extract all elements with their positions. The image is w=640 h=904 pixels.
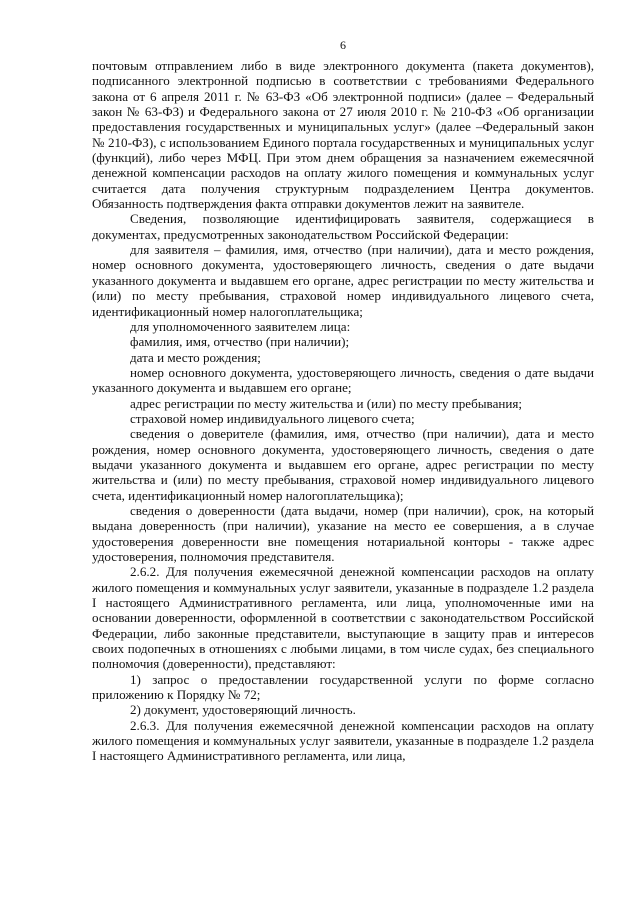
paragraph-power-of-attorney: сведения о доверенности (дата выдачи, номер (при наличии), срок, на который выдана доверенность (при наличии), указание на место ее совершения, а в случае удостоверения доверенности вне помещения нотариальной конторы - также адрес удостоверения, полномочия представителя.	[92, 502, 594, 564]
paragraph-representative-birth: дата и место рождения;	[130, 349, 261, 365]
paragraph-principal-data: сведения о доверителе (фамилия, имя, отчество (при наличии), дата и место рождения, номер основного документа, удостоверяющего личность, сведения о дате выдачи указанного документа и выдавшем его органе, адрес регистрации по месту жительства и (или) по месту пребывания, страховой номер индивидуального лицевого счета, идентификационный номер налогоплательщика);	[92, 426, 594, 503]
paragraph-identification-info: Сведения, позволяющие идентифицировать заявителя, содержащиеся в документах, предусмотренных законодательством Российской Федерации:	[92, 211, 594, 242]
paragraph-representative-snils: страховой номер индивидуального лицевого счета;	[130, 410, 415, 426]
paragraph-representative-name: фамилия, имя, отчество (при наличии);	[130, 334, 350, 350]
paragraph-section-2-6-3: 2.6.3. Для получения ежемесячной денежной компенсации расходов на оплату жилого помещения и коммунальных услуг заявители, указанные в подразделе 1.2 раздела I настоящего Административного регламента, или лица,	[92, 717, 594, 764]
paragraph-mail-submission: почтовым отправлением либо в виде электронного документа (пакета документов), подписанного электронной подписью в соответствии с требованиями Федерального закона от 6 апреля 2011 г. № 63-ФЗ «Об электронной подписи» (далее – Федеральный закон № 63-ФЗ) и Федерального закона от 27 июля 2010 г. № 210-ФЗ «Об организации предоставления государственных и муниципальных услуг» (далее –Федеральный закон № 210-ФЗ), с использованием Единого портала государственных и муниципальных услуг (функций), либо через МФЦ. При этом днем обращения за назначением ежемесячной денежной компенсации расходов на оплату жилого помещения и коммунальных услуг считается дата получения структурным подразделением Центра документов. Обязанность подтверждения факта отправки документов лежит на заявителе.	[92, 58, 594, 212]
paragraph-section-2-6-2: 2.6.2. Для получения ежемесячной денежной компенсации расходов на оплату жилого помещения и коммунальных услуг заявители, указанные в подразделе 1.2 раздела I настоящего Административного регламента, или лица, уполномоченные ими на основании доверенности, оформленной в соответствии с законодательством Российской Федерации, либо законные представители, выступающие в защиту прав и интересов своих подопечных в отношениях с любыми лицами, в том числе судах, без специального полномочия (доверенности), представляют:	[92, 564, 594, 672]
document-body	[92, 58, 594, 764]
paragraph-applicant-data: для заявителя – фамилия, имя, отчество (при наличии), дата и место рождения, номер основного документа, удостоверяющего личность, сведения о дате выдачи указанного документа и выдавшем его органе, адрес регистрации по месту жительства и (или) по месту пребывания, страховой номер индивидуального лицевого счета, идентификационный номер налогоплательщика;	[92, 242, 594, 319]
paragraph-representative-document: номер основного документа, удостоверяющего личность, сведения о дате выдачи указанного документа и выдавшем его органе;	[92, 364, 594, 396]
paragraph-representative-address: адрес регистрации по месту жительства и (или) по месту пребывания;	[130, 395, 523, 411]
paragraph-representative-heading: для уполномоченного заявителем лица:	[130, 318, 351, 334]
paragraph-item-identity-document: 2) документ, удостоверяющий личность.	[130, 702, 356, 718]
paragraph-item-request: 1) запрос о предоставлении государственной услуги по форме согласно приложению к Порядку № 72;	[92, 671, 594, 703]
page-number: 6	[340, 38, 346, 52]
